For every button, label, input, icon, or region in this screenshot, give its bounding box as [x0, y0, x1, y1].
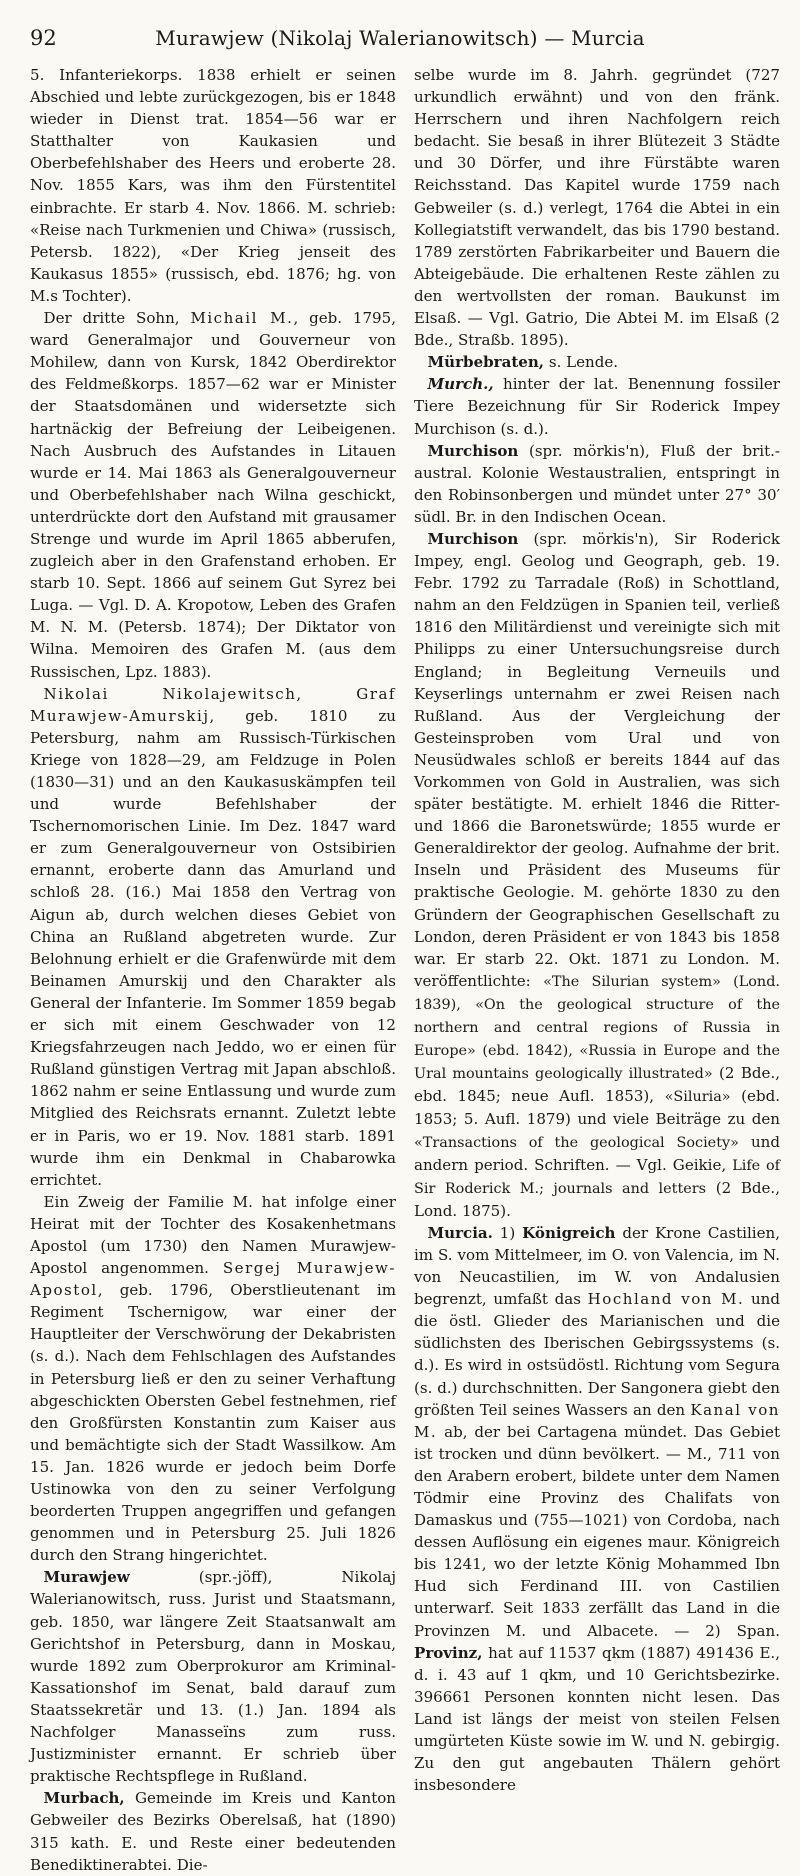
- entry-text: s. Lende.: [544, 353, 619, 372]
- entry-paragraph: [414, 373, 780, 439]
- entry-text: (ebd. 1853; 5. Aufl. 1879) und viele Beiträge zu den: [414, 1087, 781, 1129]
- entry-text: hinter der lat. Benennung fossiler Tiere Bezeichnung für Sir Roderick Impey Murchison (s. d.).: [414, 375, 780, 438]
- entry-text: (spr.-jöff), Nikolaj Walerianowitsch, russ. Jurist und Staatsmann, geb. 1850, war längere Zeit Staatsanwalt am Gerichtshof in Petersburg, dann in Moskau, wurde 1892 zum Oberprokuror am Kriminal-Kassationshof im Senat, bald darauf zum Staatssekretär und 13. (1.) Jan. 1894 als Nachfolger Manasseïns zum russ. Justizminister ernannt. Er schrieb über praktische Rechtspflege in Rußland.: [30, 1568, 396, 1786]
- entry-text: (2 Bde., Lond. 1875).: [414, 1178, 780, 1220]
- entry-text: und die östl. Glieder des Marianischen und die südlichsten des Iberischen Gebirgssystems (s. d.). Es wird in ostsüdöstl. Richtung vom Segura (s. d.) durchschnitten. Der Sangonera giebt den größten Teil seines Wassers an den: [414, 1290, 781, 1419]
- entry-text: Nikolai Nikolajewitsch, Graf Murawjew-Amurskij: [30, 684, 396, 725]
- entry-text: Sergej Murawjew-Apostol: [30, 1259, 396, 1300]
- entry-paragraph: [30, 307, 396, 683]
- entry-text: der Krone Castilien, im S. vom Mittelmeer, im O. von Valencia, im N. von Neucastilien, im W. von Andalusien begrenzt, umfaßt das: [414, 1223, 780, 1309]
- running-head-title: Murawjew (Nikolaj Walerianowitsch) — Murcia: [155, 26, 645, 50]
- headword: Provinz,: [414, 1643, 483, 1662]
- entry-paragraph: [414, 528, 780, 1222]
- entry-text: , geb. 1796, Oberstlieutenant im Regiment Tschernigow, war einer der Hauptleiter der Verschwörung der Dekabristen (s. d.). Nach dem Fehlschlagen des Aufstandes in Petersburg ließ er den zu seiner Verhaftung abgeschickten Obersten Gebel festnehmen, rief den Großfürsten Konstantin zum Kaiser aus und bemächtigte sich der Stadt Wassilkow. Am 15. Jan. 1826 wurde er jedoch beim Dorfe Ustinowka von den zu seiner Verfolgung beorderten Truppen angegriffen und gefangen genommen und in Petersburg 25. Juli 1826 durch den Strang hingerichtet.: [30, 1281, 396, 1565]
- left-column: [30, 64, 396, 1874]
- entry-text: 1): [492, 1223, 523, 1242]
- entry-text: 5. Infanteriekorps. 1838 erhielt er seinen Abschied und lebte zurückgezogen, bis er 1848 wieder in Dienst trat. 1854—56 war er Statthalter von Kaukasien und Oberbefehlshaber des Heers und eroberte 28. Nov. 1855 Kars, was ihm den Fürstentitel einbrachte. Er starb 4. Nov. 1866. M. schrieb: «Reise nach Turkmenien und Chiwa» (russisch, Petersb. 1822), «Der Krieg jenseit des Kaukasus 1855» (russisch, ebd. 1876; hg. von M.s Tochter).: [30, 66, 396, 305]
- entry-paragraph: [414, 440, 780, 528]
- headword: Murbach,: [43, 1789, 125, 1808]
- entry-paragraph: [30, 1191, 396, 1567]
- headword: Königreich: [522, 1223, 616, 1242]
- entry-text: «The Silurian system» (Lond. 1839), «On the geological structure of the northern and central regions of Russia in Europe» (ebd. 1842), «Russia in Europe and the Ural mountains geologically illustrated»: [414, 973, 780, 1083]
- running-header: [30, 22, 770, 58]
- entry-paragraph: [30, 1566, 396, 1787]
- entry-text: und andern period. Schriften. — Vgl. Geikie,: [414, 1132, 780, 1174]
- entry-text: Michail M.: [190, 309, 294, 328]
- entry-text: (2 Bde., ebd. 1845; neue Aufl. 1853),: [414, 1064, 781, 1106]
- entry-text: ab, der bei Cartagena mündet. Das Gebiet ist trocken und dünn bevölkert. — M., 711 von den Arabern erobert, bildete unter dem Namen Tödmir eine Provinz des Chalifats von Damaskus und (755—1021) von Cordoba, nach dessen Auflösung ein eigenes maur. Königreich bis 1241, wo der letzte König Mohammed Ibn Hud sich Ferdinand III. von Castilien unterwarf. Seit 1833 zerfällt das Land in die Provinzen M. und Albacete. — 2) Span.: [414, 1422, 780, 1640]
- entry-paragraph: [30, 1787, 396, 1875]
- entry-paragraph: [414, 1222, 780, 1796]
- entry-text: Gemeinde im Kreis und Kanton Gebweiler des Bezirks Oberelsaß, hat (1890) 315 kath. E. und Reste einer bedeutenden Benediktinerabtei. Die-: [30, 1789, 396, 1874]
- entry-text: , geb. 1795, ward Generalmajor und Gouverneur von Mohilew, dann von Kursk, 1842 Oberdirektor des Feldmeßkorps. 1857—62 war er Minister der Staatsdomänen und widersetzte sich hartnäckig der Befreiung der Leibeigenen. Nach Ausbruch des Aufstandes in Litauen wurde er 14. Mai 1863 als Generalgouverneur und Oberbefehlshaber nach Wilna geschickt, unterdrückte dort den Aufstand mit grausamer Strenge und wurde im April 1865 abberufen, zugleich aber in den Grafenstand erhoben. Er starb 10. Sept. 1866 auf seinem Gut Syrez bei Luga. — Vgl. D. A. Kropotow, Leben des Grafen M. N. M. (Petersb. 1874); Der Diktator von Wilna. Memoiren des Grafen M. (aus dem Russischen, Lpz. 1883).: [30, 309, 396, 681]
- entry-paragraph: [30, 64, 396, 307]
- entry-text: hat auf 11537 qkm (1887) 491436 E., d. i. 43 auf 1 qkm, und 10 Gerichtsbezirke. 396661 Personen konnten nicht lesen. Das Land ist längs der meist von steilen Felsen umgürteten Küste sowie im W. und N. gebirgig. Zu den gut angebauten Thälern gehört insbesondere: [414, 1643, 780, 1795]
- entry-text: Kanal von M.: [414, 1400, 780, 1441]
- entry-paragraph: [414, 351, 780, 373]
- entry-text: Der dritte Sohn,: [43, 309, 191, 328]
- entry-paragraph: [30, 683, 396, 1191]
- entry-text: selbe wurde im 8. Jahrh. gegründet (727 urkundlich erwähnt) und von den fränk. Herrschern und ihren Nachfolgern reich bedacht. Sie besaß in ihrer Blütezeit 3 Städte und 30 Dörfer, und ihre Fürstäbte waren Reichsstand. Das Kapitel wurde 1759 nach Gebweiler (s. d.) verlegt, 1764 die Abtei in ein Kollegiatstift verwandelt, das bis 1790 bestand. 1789 zerstörten Fabrikarbeiter und Bauern die Abteigebäude. Die erhaltenen Reste zählen zu den wertvollsten der roman. Baukunst im Elsaß. — Vgl. Gatrio, Die Abtei M. im Elsaß (2 Bde., Straßb. 1895).: [414, 66, 780, 350]
- entry-text: Life of Sir Roderick M.; journals and letters: [414, 1157, 780, 1197]
- entry-text: Murch.,: [427, 375, 494, 394]
- entry-paragraph: [414, 64, 780, 351]
- entry-text: (spr. mörkis'n), Sir Roderick Impey, engl. Geolog und Geograph, geb. 19. Febr. 1792 zu Tarradale (Roß) in Schottland, nahm an den Feldzügen in Spanien teil, verließ 1816 den Militärdienst und vereinigte sich mit Philipps zu einer Untersuchungsreise durch England; in Begleitung Verneuils und Keyserlings unternahm er zwei Reisen nach Rußland. Aus der Vergleichung der Gesteinsproben vom Ural und von Neusüdwales schloß er bereits 1844 auf das Vorkommen von Gold in Australien, was sich später bestätigte. M. erhielt 1846 die Ritter- und 1866 die Baronetswürde; 1855 wurde er Generaldirektor der geolog. Aufnahme der brit. Inseln und Präsident des Museums für praktische Geologie. M. gehörte 1830 zu den Gründern der Geographischen Gesellschaft zu London, deren Präsident er von 1843 bis 1858 war. Er starb 22. Okt. 1871 zu London. M. veröffentlichte:: [414, 529, 780, 990]
- headword: Murawjew: [43, 1568, 130, 1587]
- entry-text: «Siluria»: [664, 1089, 731, 1106]
- right-column: [414, 64, 781, 1795]
- headword: Murcia.: [427, 1223, 493, 1242]
- entry-text: Ein Zweig der Familie M. hat infolge einer Heirat mit der Tochter des Kosakenhetmans Apostol (um 1730) den Namen Murawjew-Apostol angenommen.: [30, 1192, 396, 1278]
- entry-text: «Transactions of the geological Society»: [414, 1134, 739, 1151]
- headword: Murchison: [427, 529, 519, 548]
- entry-text: (spr. mörkis'n), Fluß der brit.-austral. Kolonie Westaustralien, entspringt in den Robinsonbergen und mündet unter 27° 30′ südl. Br. in den Indischen Ocean.: [414, 441, 780, 526]
- entry-text: , geb. 1810 zu Petersburg, nahm am Russisch-Türkischen Kriege von 1828—29, am Feldzuge in Polen (1830—31) und an den Kaukasuskämpfen teil und wurde Befehlshaber der Tschernomorischen Linie. Im Dez. 1847 ward er zum Generalgouverneur von Ostsibirien ernannt, eroberte dann das Amurland und schloß 28. (16.) Mai 1858 den Vertrag von Aigun ab, durch welchen dieses Gebiet von China an Rußland abgetreten wurde. Zur Belohnung erhielt er die Grafenwürde mit dem Beinamen Amurskij und den Charakter als General der Infanterie. Im Sommer 1859 begab er sich mit einem Geschwader von 12 Kriegsfahrzeugen nach Jeddo, wo er einen für Rußland günstigen Vertrag mit Japan abschloß. 1862 nahm er seine Entlassung und wurde zum Mitglied des Reichsrats ernannt. Zuletzt lebte er in Paris, wo er 19. Nov. 1881 starb. 1891 wurde ihm ein Denkmal in Chabarowka errichtet.: [30, 706, 396, 1189]
- headword: Mürbebraten,: [427, 353, 545, 372]
- page-number: 92: [30, 26, 57, 50]
- text-columns: [30, 64, 781, 1874]
- headword: Murchison: [427, 441, 519, 460]
- entry-text: Hochland von M.: [587, 1290, 745, 1309]
